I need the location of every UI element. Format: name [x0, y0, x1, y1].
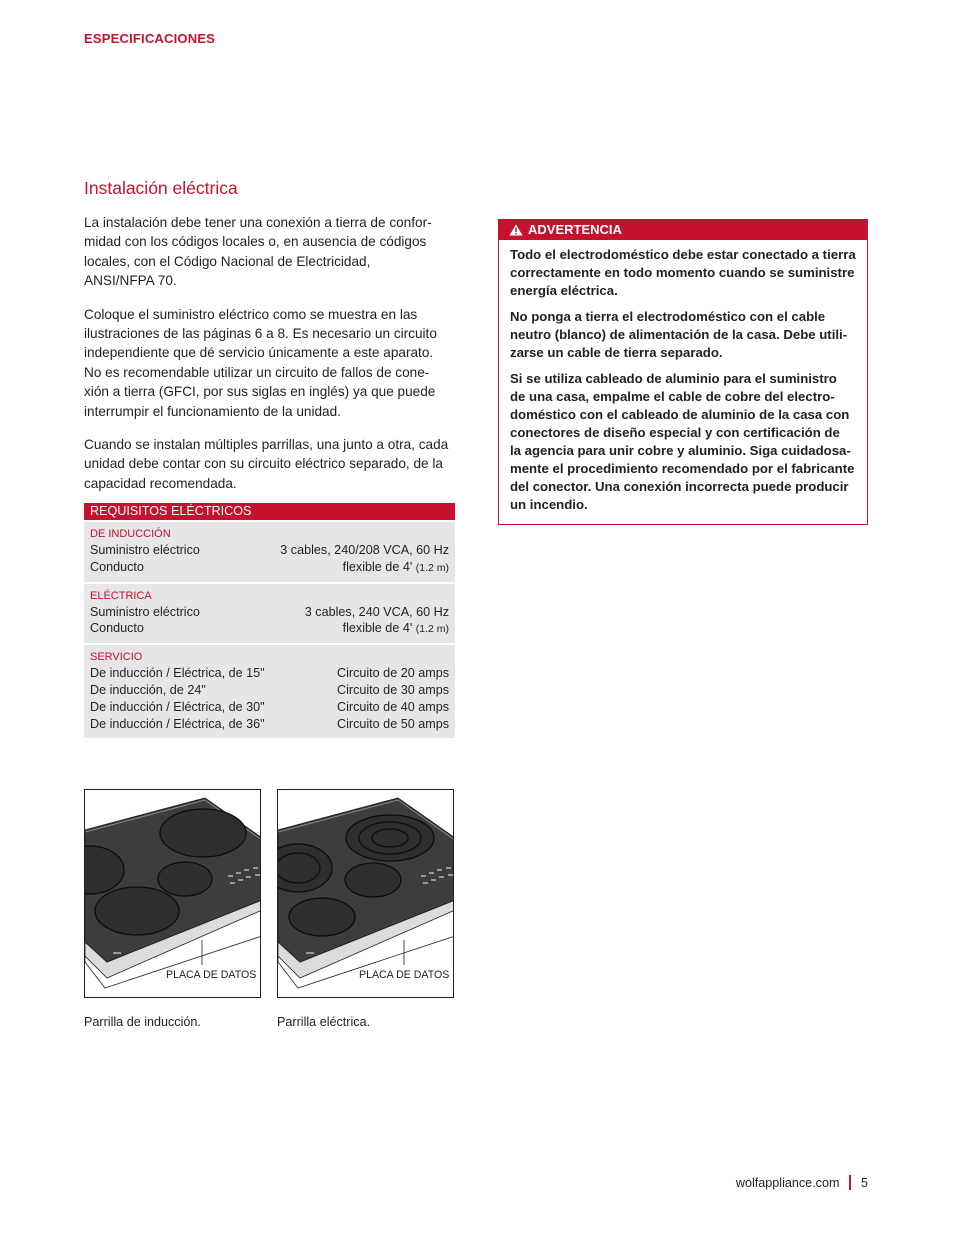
induction-cooktop-illustration — [84, 789, 261, 998]
text-line: xión a tierra (GFCI, por sus siglas en inglés) ya que puede — [84, 384, 436, 400]
table-header: REQUISITOS ELÉCTRICOS — [84, 503, 455, 520]
paragraph-grounding — [84, 213, 466, 291]
table-row — [90, 559, 449, 576]
paragraph-multiple — [84, 435, 466, 493]
text-line: neutro (blanco) de alimentación de la casa. Debe utili- — [510, 327, 848, 343]
row-value: 3 cables, 240/208 VCA, 60 Hz — [280, 543, 449, 557]
text-line: la agencia para unir cobre y aluminio. Siga cuidadosa- — [510, 443, 851, 459]
electric-cooktop-drawing — [278, 790, 454, 998]
text-line: locales, con el Código Nacional de Electricidad, — [84, 253, 371, 269]
data-plate-label: PLACA DE DATOS — [359, 969, 450, 981]
table-row — [90, 604, 449, 621]
website-link[interactable]: wolfappliance.com — [735, 1175, 840, 1190]
text-line: Cuando se instalan múltiples parrillas, una junto a otra, cada — [84, 437, 449, 453]
warning-triangle-icon — [509, 224, 523, 236]
text-line: interrumpir el funcionamiento de la unidad. — [84, 403, 341, 419]
group-title: SERVICIO — [90, 651, 143, 664]
text-line: No ponga a tierra el electrodoméstico con el cable — [510, 309, 826, 325]
text-line: Todo el electrodoméstico debe estar conectado a tierra — [510, 247, 856, 262]
row-label: De inducción / Eléctrica, de 36" — [90, 716, 265, 731]
footer-divider — [849, 1175, 851, 1190]
group-title: DE INDUCCIÓN — [90, 528, 171, 540]
text-line: ANSI/NFPA 70. — [84, 273, 177, 289]
text-line: energía eléctrica. — [510, 282, 618, 298]
table-row — [90, 542, 449, 559]
warning-paragraph — [510, 370, 857, 513]
warning-title: ADVERTENCIA — [528, 222, 622, 237]
table-group-induction — [84, 522, 455, 582]
row-label: Suministro eléctrico — [90, 543, 200, 557]
page-number: 5 — [860, 1175, 868, 1190]
row-value: flexible de 4' (1.2 m) — [342, 621, 449, 636]
text-line: del conector. Una conexión incorrecta puede producir — [510, 478, 849, 494]
text-line: correctamente en todo momento cuando se suministre — [510, 264, 855, 280]
page-footer — [736, 1175, 868, 1190]
text-line: La instalación debe tener una conexión a tierra de confor- — [84, 215, 432, 230]
table-row — [90, 699, 449, 716]
warning-paragraph — [510, 308, 857, 362]
table-row — [90, 716, 449, 733]
warning-box — [498, 219, 868, 525]
data-plate-label: PLACA DE DATOS — [166, 969, 257, 981]
row-value: flexible de 4' (1.2 m) — [342, 559, 449, 574]
text-line: Coloque el suministro eléctrico como se muestra en las — [84, 306, 418, 322]
row-label: De inducción / Eléctrica, de 30" — [90, 699, 265, 714]
text-line: de una casa, empalme el cable de cobre del electro- — [510, 389, 835, 405]
row-value: 3 cables, 240 VCA, 60 Hz — [304, 604, 449, 619]
text-line: doméstico con el cableado de aluminio de la casa con — [510, 407, 850, 423]
body-text — [84, 213, 466, 507]
text-line: Si se utiliza cableado de aluminio para el suministro — [510, 371, 837, 387]
table-group-service — [84, 645, 455, 738]
row-label: Suministro eléctrico — [90, 604, 200, 619]
row-value: Circuito de 40 amps — [337, 699, 449, 714]
text-line: unidad debe contar con su circuito eléctrico separado, de la — [84, 456, 443, 472]
table-row — [90, 620, 449, 637]
warning-paragraph — [510, 246, 857, 300]
text-line: No es recomendable utilizar un circuito de fallos de cone- — [84, 364, 430, 380]
table-row — [90, 682, 449, 699]
warning-header — [499, 220, 867, 240]
text-line: capacidad recomendada. — [84, 475, 237, 491]
text-line: ilustraciones de las páginas 6 a 8. Es necesario un circuito — [84, 326, 437, 342]
row-label: Conducto — [90, 559, 144, 574]
induction-cooktop-drawing — [85, 790, 261, 998]
electric-cooktop-illustration — [277, 789, 454, 998]
induction-caption: Parrilla de inducción. — [84, 1015, 201, 1029]
warning-body — [499, 240, 867, 514]
row-label: De inducción, de 24" — [90, 682, 206, 697]
page-title: Instalación eléctrica — [84, 178, 238, 198]
table-group-electric — [84, 584, 455, 644]
electric-caption: Parrilla eléctrica. — [277, 1015, 371, 1029]
text-line: zarse un cable de tierra separado. — [510, 345, 723, 361]
row-value: Circuito de 30 amps — [337, 682, 449, 697]
section-label: ESPECIFICACIONES — [84, 31, 216, 46]
text-line: un incendio. — [510, 496, 588, 512]
electrical-requirements-table — [84, 503, 455, 738]
row-label: De inducción / Eléctrica, de 15" — [90, 666, 265, 681]
row-value: Circuito de 50 amps — [337, 716, 449, 731]
text-line: midad con los códigos locales o, en ausencia de códigos — [84, 234, 427, 250]
row-label: Conducto — [90, 621, 144, 636]
text-line: independiente que dé servicio únicamente a este aparato. — [84, 345, 434, 361]
text-line: mente el procedimiento recomendado por el fabricante — [510, 460, 855, 476]
row-value: Circuito de 20 amps — [337, 666, 449, 681]
group-title: ELÉCTRICA — [90, 589, 152, 602]
text-line: conectores de diseño especial y con certificación de — [510, 425, 840, 441]
table-row — [90, 665, 449, 682]
paragraph-supply — [84, 305, 466, 421]
